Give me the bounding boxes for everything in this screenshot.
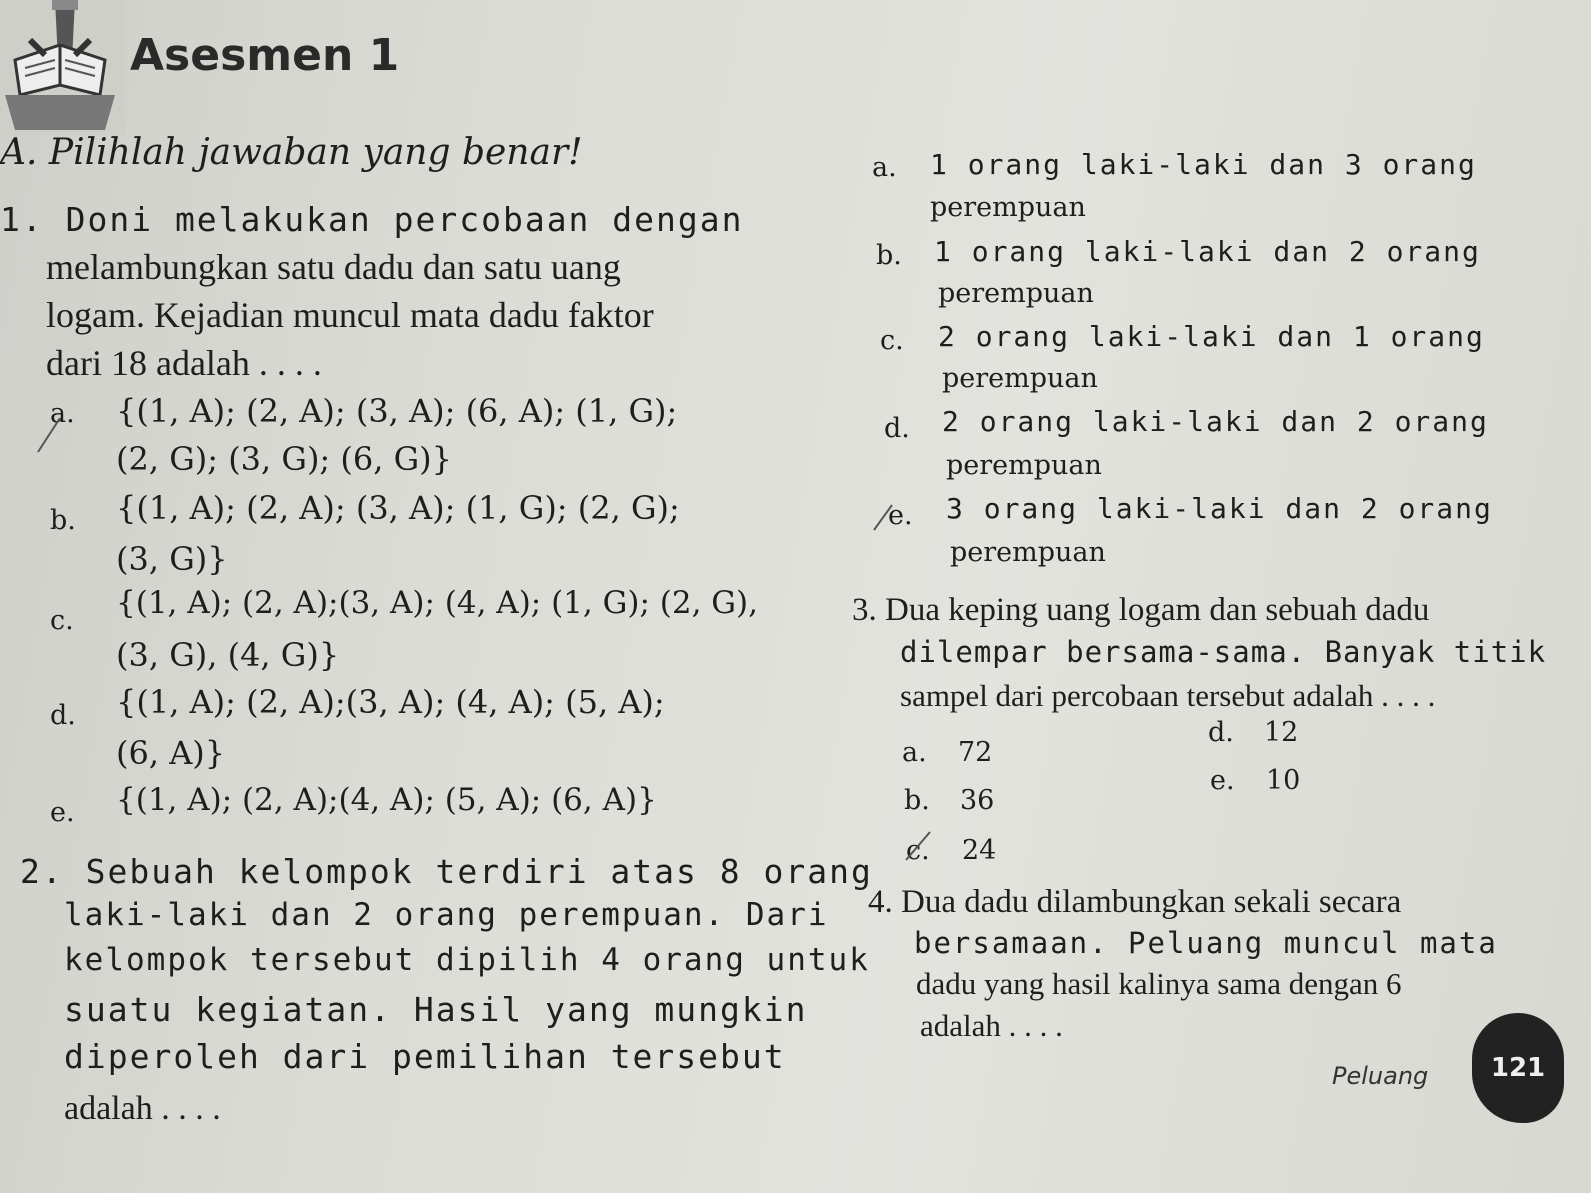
question-2-line: diperoleh dari pemilihan tersebut: [64, 1037, 786, 1076]
option-letter: d.: [884, 413, 910, 444]
question-3-line: 3. Dua keping uang logam dan sebuah dadu: [852, 592, 1430, 628]
option-value: 72: [958, 737, 993, 768]
option-text: 1 orang laki-laki dan 2 orang: [934, 235, 1481, 268]
option-letter: b.: [50, 505, 76, 536]
page-number-badge: 121: [1472, 1013, 1564, 1123]
option-value: 24: [962, 835, 997, 866]
option-letter: e.: [888, 500, 913, 531]
option-letter: a.: [902, 737, 927, 768]
option-text: perempuan: [950, 537, 1106, 568]
option-text: perempuan: [946, 450, 1102, 481]
option-letter: d.: [50, 700, 76, 731]
option-letter: c.: [880, 325, 904, 356]
question-1-line: logam. Kejadian muncul mata dadu faktor: [46, 295, 654, 335]
option-text: (6, A)}: [116, 734, 226, 772]
option-text: (3, G), (4, G)}: [116, 636, 340, 674]
reading-person-icon: [0, 0, 125, 135]
question-4-line: bersamaan. Peluang muncul mata: [914, 926, 1498, 960]
option-letter: b.: [904, 785, 930, 816]
option-letter: c.: [906, 835, 930, 866]
question-2-line: suatu kegiatan. Hasil yang mungkin: [64, 990, 808, 1029]
option-text: perempuan: [938, 278, 1094, 309]
option-text: 1 orang laki-laki dan 3 orang: [930, 148, 1477, 181]
question-3-line: sampel dari percobaan tersebut adalah . . . .: [900, 678, 1436, 713]
question-1-line: 1. Doni melakukan percobaan dengan: [0, 200, 744, 239]
option-text: {(1, A); (2, A);(3, A); (4, A); (5, A);: [116, 683, 665, 721]
question-2-line: kelompok tersebut dipilih 4 orang untuk: [64, 942, 870, 978]
option-text: {(1, A); (2, A);(3, A); (4, A); (1, G); (2, G),: [116, 585, 759, 621]
question-4-line: dadu yang hasil kalinya sama dengan 6: [916, 966, 1402, 1001]
option-text: perempuan: [930, 192, 1086, 223]
option-text: {(1, A); (2, A); (3, A); (6, A); (1, G);: [116, 392, 678, 430]
page-title: Asesmen 1: [130, 30, 400, 81]
option-letter: b.: [876, 240, 902, 271]
option-letter: d.: [1208, 717, 1234, 748]
option-letter: a.: [872, 152, 897, 183]
question-2-line: adalah . . . .: [64, 1090, 221, 1127]
option-text: 2 orang laki-laki dan 2 orang: [942, 405, 1489, 438]
option-text: 2 orang laki-laki dan 1 orang: [938, 320, 1485, 353]
option-letter: e.: [50, 797, 75, 828]
question-2-line: laki-laki dan 2 orang perempuan. Dari: [64, 897, 829, 933]
section-instruction: A. Pilihlah jawaban yang benar!: [0, 132, 583, 173]
option-letter: e.: [1210, 765, 1235, 796]
option-value: 36: [960, 785, 995, 816]
option-value: 10: [1266, 765, 1301, 796]
question-3-line: dilempar bersama-sama. Banyak titik: [900, 635, 1547, 669]
question-4-line: 4. Dua dadu dilambungkan sekali secara: [868, 884, 1402, 920]
option-text: (2, G); (3, G); (6, G)}: [116, 440, 452, 478]
option-text: 3 orang laki-laki dan 2 orang: [946, 492, 1493, 525]
option-text: {(1, A); (2, A);(4, A); (5, A); (6, A)}: [116, 782, 657, 818]
option-text: {(1, A); (2, A); (3, A); (1, G); (2, G);: [116, 489, 680, 527]
question-4-line: adalah . . . .: [920, 1008, 1063, 1043]
option-letter: c.: [50, 605, 74, 636]
chapter-label: Peluang: [1332, 1062, 1429, 1090]
question-2-line: 2. Sebuah kelompok terdiri atas 8 orang: [20, 852, 873, 891]
option-text: (3, G)}: [116, 540, 228, 578]
question-1-line: dari 18 adalah . . . .: [46, 343, 322, 383]
option-text: perempuan: [942, 363, 1098, 394]
option-letter: a.: [50, 398, 75, 429]
question-1-line: melambungkan satu dadu dan satu uang: [46, 247, 621, 287]
option-value: 12: [1264, 717, 1299, 748]
